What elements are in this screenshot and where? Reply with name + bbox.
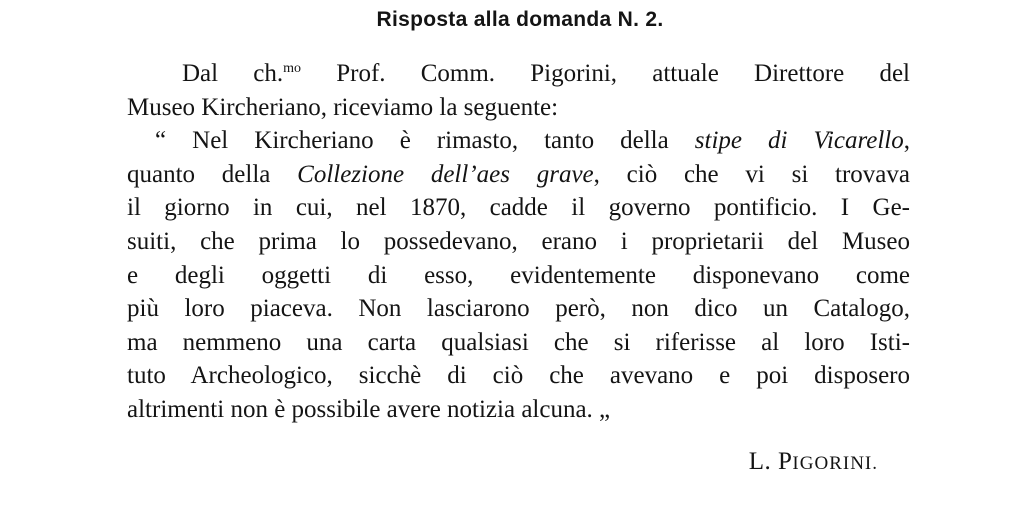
signature-initial: L. P bbox=[748, 448, 793, 475]
signature bbox=[749, 448, 878, 476]
section-heading: Risposta alla domanda N. 2. bbox=[376, 8, 664, 31]
intro-line-2: Museo Kircheriano, riceviamo la seguente: bbox=[127, 93, 559, 121]
superscript-abbrev: mo bbox=[283, 61, 302, 76]
quote-line-3: il giorno in cui, nel 1870, cadde il governo pontificio. I Ge- bbox=[127, 194, 910, 222]
quote-line-4: suiti, che prima lo possedevano, erano i proprietarii del Museo bbox=[127, 227, 910, 255]
quote-text: , bbox=[903, 127, 910, 155]
quote-text: , ciò che vi si trovava bbox=[593, 160, 910, 188]
quote-line-2 bbox=[127, 158, 910, 192]
letter-body bbox=[127, 57, 910, 427]
quote-line-1 bbox=[127, 124, 910, 158]
intro-line-1 bbox=[127, 57, 910, 91]
quote-line-6: più loro piaceva. Non lasciarono però, non dico un Catalogo, bbox=[127, 295, 910, 323]
quote-line-8: tuto Archeologico, sicchè di ciò che avevano e poi disposero bbox=[127, 362, 910, 390]
quote-line-7: ma nemmeno una carta qualsiasi che si riferisse al loro Isti- bbox=[127, 328, 910, 356]
quote-line-9: altrimenti non è possibile avere notizia alcuna. „ bbox=[127, 395, 611, 423]
quote-line-5: e degli oggetti di esso, evidentemente disponevano come bbox=[127, 261, 910, 289]
quote-italic-text: Collezione dell’aes grave bbox=[297, 160, 594, 188]
intro-text: Prof. Comm. Pigorini, attuale Direttore del bbox=[301, 60, 910, 87]
signature-surname: IGORINI. bbox=[792, 453, 878, 474]
quote-text: quanto della bbox=[127, 160, 298, 188]
quote-text: “ Nel Kircheriano è rimasto, tanto della bbox=[155, 127, 695, 155]
quote-italic-text: stipe di Vicarello bbox=[694, 127, 904, 155]
intro-text: Dal ch. bbox=[182, 60, 284, 87]
